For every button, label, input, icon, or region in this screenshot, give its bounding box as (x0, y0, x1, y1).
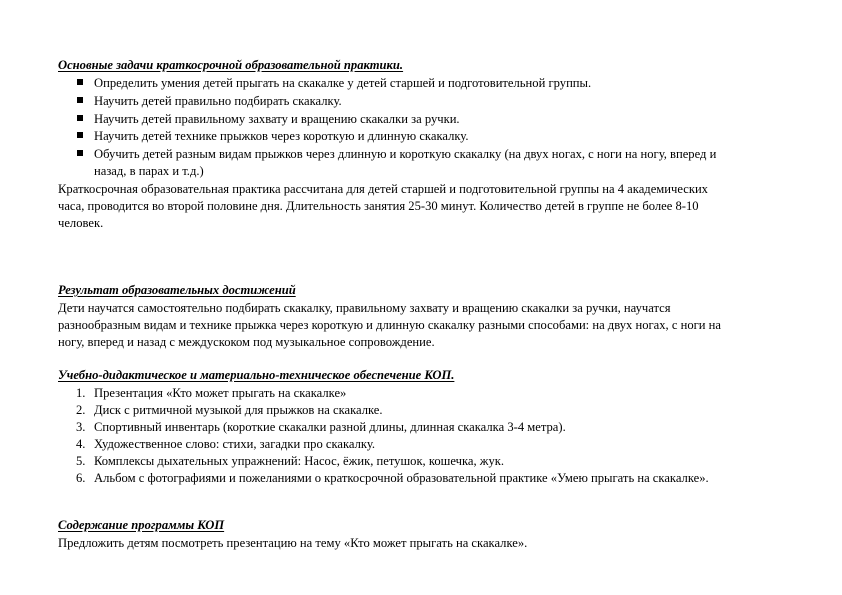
content-heading: Содержание программы КОП (58, 518, 225, 532)
content-paragraph-line: Предложить детям посмотреть презентацию на тему «Кто может прыгать на скакалке». (58, 536, 528, 550)
tasks-heading: Основные задачи краткосрочной образовательной практики. (58, 58, 404, 72)
list-item-text: Художественное слово: стихи, загадки про скакалку. (94, 437, 376, 451)
square-bullet-icon (77, 115, 85, 123)
list-item-text: Спортивный инвентарь (короткие скакалки разной длины, длинная скакалка 3-4 метра). (94, 420, 566, 434)
tasks-paragraph-line: часа, проводится во второй половине дня. Длительность занятия 25-30 минут. Количество детей в группе не более 8-10 (58, 199, 699, 213)
task-bullet-text: Научить детей правильному захвату и вращению скакалки за ручки. (94, 112, 460, 126)
square-bullet-icon (77, 97, 85, 105)
results-heading: Результат образовательных достижений (58, 283, 296, 297)
list-number: 4. (76, 437, 86, 451)
results-paragraph-line: Дети научатся самостоятельно подбирать скакалку, правильному захвату и вращению скакалки за ручки, научатся (58, 301, 671, 315)
task-bullet-text: назад, в парах и т.д.) (94, 164, 204, 178)
task-bullet-text: Определить умения детей прыгать на скакалке у детей старшей и подготовительной группы. (94, 76, 592, 90)
list-item-text: Комплексы дыхательных упражнений: Насос, ёжик, петушок, кошечка, жук. (94, 454, 505, 468)
task-bullet-text: Научить детей технике прыжков через короткую и длинную скакалку. (94, 129, 469, 143)
list-item-text: Презентация «Кто может прыгать на скакалке» (94, 386, 347, 400)
list-number: 3. (76, 420, 86, 434)
list-item-text: Диск с ритмичной музыкой для прыжков на скакалке. (94, 403, 383, 417)
task-bullet-text: Обучить детей разным видам прыжков через длинную и короткую скакалку (на двух ногах, с ноги на ногу, вперед и (94, 147, 717, 161)
square-bullet-icon (77, 79, 85, 87)
tasks-paragraph-line: Краткосрочная образовательная практика рассчитана для детей старшей и подготовительной группы на 4 академических (58, 182, 708, 196)
materials-heading: Учебно-дидактическое и материально-техническое обеспечение КОП. (58, 368, 455, 382)
list-number: 6. (76, 471, 86, 485)
list-number: 5. (76, 454, 86, 468)
results-paragraph-line: разнообразным видам и технике прыжка через короткую и длинную скакалку разными способами: на двух ногах, с ноги на (58, 318, 722, 332)
results-paragraph-line: ногу, вперед и назад с междускоком под музыкальное сопровождение. (58, 335, 435, 349)
square-bullet-icon (77, 150, 85, 158)
list-number: 2. (76, 403, 86, 417)
task-bullet-text: Научить детей правильно подбирать скакалку. (94, 94, 342, 108)
tasks-paragraph-line: человек. (58, 216, 104, 230)
list-number: 1. (76, 386, 86, 400)
list-item-text: Альбом с фотографиями и пожеланиями о краткосрочной образовательной практике «Умею прыгать на скакалке». (94, 471, 709, 485)
square-bullet-icon (77, 132, 85, 140)
